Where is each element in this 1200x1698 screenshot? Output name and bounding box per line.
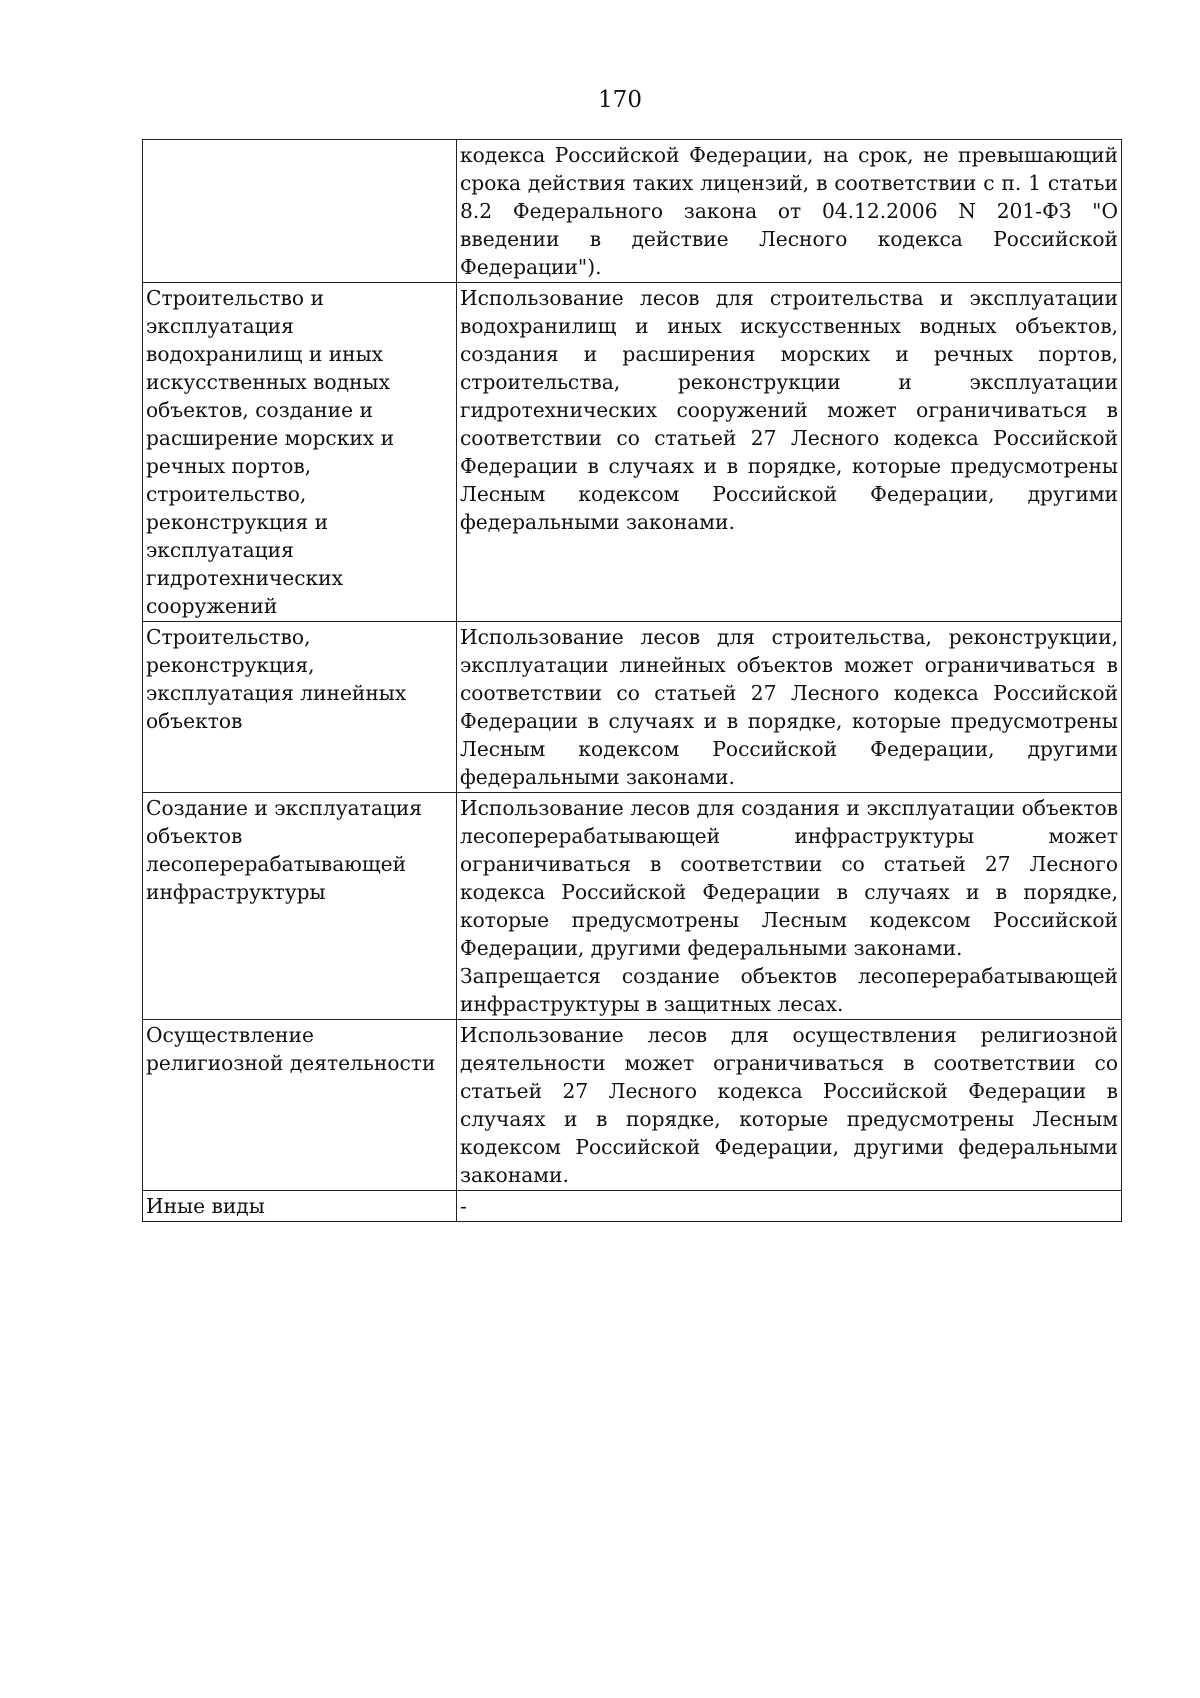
description-cell xyxy=(457,283,1122,622)
activity-cell: Иные виды xyxy=(143,1191,457,1222)
table-row xyxy=(143,1191,1122,1222)
forest-use-restrictions-table xyxy=(142,139,1122,1222)
activity-cell: Строительство и эксплуатация водохранилищ и иных искусственных водных объектов, создание и расширение морских и речных портов, строительство, реконструкция и эксплуатация гидротехнических сооружений xyxy=(143,283,457,622)
description-paragraph: Использование лесов для осуществления религиозной деятельности может ограничиваться в соответствии со статьей 27 Лесного кодекса Российской Федерации в случаях и в порядке, которые предусмотрены Лесным кодексом Российской Федерации, другими федеральными законами. xyxy=(460,1023,1118,1187)
activity-cell: Создание и эксплуатация объектов лесоперерабатывающей инфраструктуры xyxy=(143,793,457,1020)
table-row xyxy=(143,1020,1122,1191)
activity-cell: Строительство, реконструкция, эксплуатация линейных объектов xyxy=(143,622,457,793)
activity-cell: Осуществление религиозной деятельности xyxy=(143,1020,457,1191)
table-row xyxy=(143,140,1122,283)
description-paragraph: - xyxy=(460,1194,467,1218)
description-paragraph: Использование лесов для создания и эксплуатации объектов лесоперерабатывающей инфраструктуры может ограничиваться в соответствии со статьей 27 Лесного кодекса Российской Федерации в случаях и в порядке, которые предусмотрены Лесным кодексом Российской Федерации, другими федеральными законами. xyxy=(460,796,1118,960)
description-cell xyxy=(457,1191,1122,1222)
description-cell xyxy=(457,140,1122,283)
description-cell xyxy=(457,1020,1122,1191)
description-paragraph: Использование лесов для строительства, реконструкции, эксплуатации линейных объектов может ограничиваться в соответствии со статьей 27 Лесного кодекса Российской Федерации в случаях и в порядке, которые предусмотрены Лесным кодексом Российской Федерации, другими федеральными законами. xyxy=(460,625,1118,789)
description-paragraph: Использование лесов для строительства и эксплуатации водохранилищ и иных искусственных водных объектов, создания и расширения морских и речных портов, строительства, реконструкции и эксплуатации гидротехнических сооружений может ограничиваться в соответствии со статьей 27 Лесного кодекса Российской Федерации в случаях и в порядке, которые предусмотрены Лесным кодексом Российской Федерации, другими федеральными законами. xyxy=(460,286,1118,534)
table-row xyxy=(143,793,1122,1020)
description-cell xyxy=(457,793,1122,1020)
description-paragraph: Запрещается создание объектов лесоперерабатывающей инфраструктуры в защитных лесах. xyxy=(460,964,1118,1016)
table-row xyxy=(143,283,1122,622)
page-number: 170 xyxy=(598,87,642,113)
table-row xyxy=(143,622,1122,793)
description-cell xyxy=(457,622,1122,793)
activity-cell xyxy=(143,140,457,283)
description-paragraph: кодекса Российской Федерации, на срок, не превышающий срока действия таких лицензий, в соответствии с п. 1 статьи 8.2 Федерального закона от 04.12.2006 N 201-ФЗ "О введении в действие Лесного кодекса Российской Федерации"). xyxy=(460,143,1118,279)
